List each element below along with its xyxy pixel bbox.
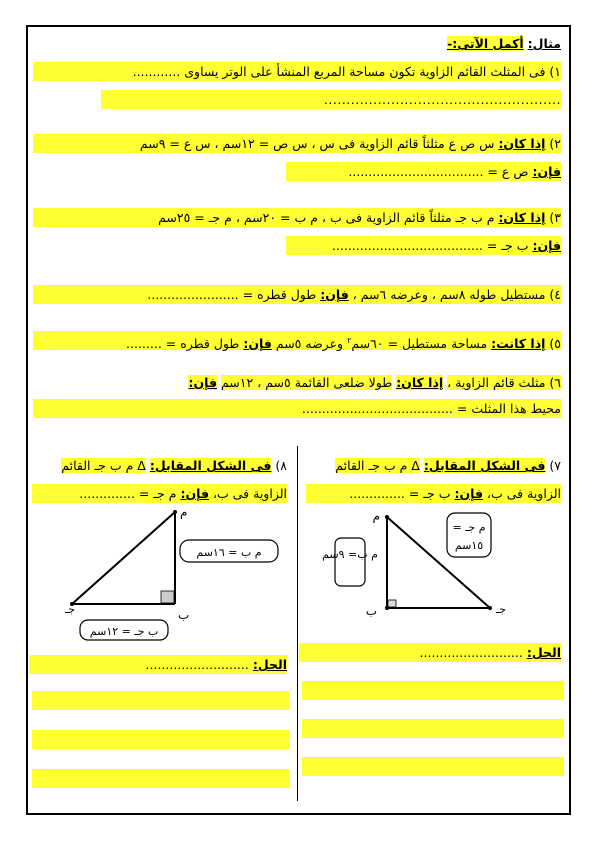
question-6-answer[interactable]: محيط هذا المثلث = ...................................... <box>33 399 561 418</box>
triangle-figure-q8 <box>50 500 290 645</box>
figure-label: فى الشكل المقابل: <box>423 458 546 473</box>
question-1 <box>33 62 561 81</box>
if-label: إذا كان: <box>498 136 546 151</box>
question-5[interactable]: ٥) إذا كانت: مساحة مستطيل = ٦٠سم$^٢$ وعرضه ٥سم فإن: طول قطره = ......... <box>33 331 561 350</box>
solution-7-line-3[interactable] <box>302 719 564 738</box>
vertex-c-label: جـ <box>65 603 76 616</box>
hypotenuse-ac <box>72 512 175 604</box>
solution-label: الحل: <box>252 657 287 672</box>
vertex-c-label: جـ <box>496 603 507 616</box>
side-ab-label: م ب = ١٦سم <box>196 546 262 559</box>
side-bc-label: ب جـ = ١٢سم <box>89 625 159 638</box>
then-label: فإن: <box>243 336 272 352</box>
question-2-text: س ص ع مثلثاً قائم الزاوية فى س ، س ص = ١٢سم ، س ع = ٩سم <box>139 136 495 151</box>
solution-7[interactable]: الحل: .......................... <box>299 643 561 662</box>
vertex-a-dot <box>173 510 177 514</box>
hypotenuse-label-1: م جـ = <box>452 521 486 534</box>
question-7: ٧) فى الشكل المقابل: Δ م ب جـ القائم <box>335 458 561 473</box>
column-divider <box>297 446 298 801</box>
solution-7-line-4[interactable] <box>302 757 564 776</box>
if-label: إذا كان: <box>498 210 546 225</box>
vertex-b-label: ب <box>178 608 190 622</box>
example-label: مثال: <box>527 36 561 51</box>
solution-label: الحل: <box>526 645 561 660</box>
then-label: فإن: <box>188 375 217 390</box>
solution-8-line-3[interactable] <box>32 730 290 749</box>
vertex-a-label: م <box>372 509 380 523</box>
solution-7-line-2[interactable] <box>302 681 564 700</box>
then-label: فإن: <box>454 486 483 501</box>
question-8-answer[interactable]: الزاوية فى ب، فإن: م جـ = .............. <box>32 484 287 503</box>
then-label: فإن: <box>180 486 209 501</box>
vertex-c-dot <box>488 606 492 610</box>
vertex-b-dot <box>385 606 389 610</box>
figure-label: فى الشكل المقابل: <box>149 458 272 473</box>
question-1-text: ١) فى المثلث القائم الزاوية تكون مساحة المربع المنشأ على الوتر يساوى ............ <box>132 64 561 79</box>
vertex-a-label: م <box>180 505 188 519</box>
question-3-answer[interactable]: فإن: ب جـ = ...................................... <box>286 236 561 255</box>
side-ab-label: م ب= ٩سم <box>322 548 378 561</box>
solution-8-line-2[interactable] <box>32 691 290 710</box>
vertex-b-label: ب <box>365 604 377 618</box>
question-3-text: م ب جـ مثلثاً قائم الزاوية فى ب ، م ب = ٢٠سم ، م جـ = ٢٥سم <box>158 210 495 225</box>
question-4[interactable]: ٤) مستطيل طوله ٨سم ، وعرضه ٦سم ، فإن: طول قطره = ....................... <box>33 285 561 304</box>
solution-8-line-4[interactable] <box>32 769 290 788</box>
question-7-answer[interactable]: الزاوية فى ب، فإن: ب جـ = .............. <box>306 484 561 503</box>
side-ab-callout <box>335 538 365 586</box>
then-label: فإن: <box>320 287 349 302</box>
then-label: فإن: <box>532 238 561 253</box>
right-angle-marker <box>388 600 396 607</box>
vertex-a-dot <box>385 515 389 519</box>
question-2: ٢) إذا كان: س ص ع مثلثاً قائم الزاوية فى س ، س ص = ١٢سم ، س ع = ٩سم <box>33 134 561 153</box>
solution-8[interactable]: الحل: .......................... <box>29 655 287 674</box>
question-3: ٣) إذا كان: م ب جـ مثلثاً قائم الزاوية فى ب ، م ب = ٢٠سم ، م جـ = ٢٥سم <box>33 208 561 227</box>
right-angle-marker <box>161 591 174 603</box>
example-heading <box>447 34 561 53</box>
example-title: أكمل الآتى:- <box>447 36 524 51</box>
triangle-figure-q7 <box>322 505 542 620</box>
question-6: ٦) مثلث قائم الزاوية ، إذا كان: طولا ضلعى القائمة ٥سم ، ١٢سم فإن: <box>188 375 561 390</box>
question-2-answer[interactable]: فإن: ص ع = .................................. <box>286 162 561 181</box>
if-label: إذا كانت: <box>491 336 546 352</box>
question-1-blank[interactable]: ..................................................... <box>101 90 561 109</box>
hypotenuse-label-2: ١٥سم <box>454 539 484 552</box>
question-8: ٨) فى الشكل المقابل: Δ م ب جـ القائم <box>61 458 287 473</box>
then-label: فإن: <box>532 164 561 179</box>
if-label: إذا كان: <box>396 375 444 390</box>
